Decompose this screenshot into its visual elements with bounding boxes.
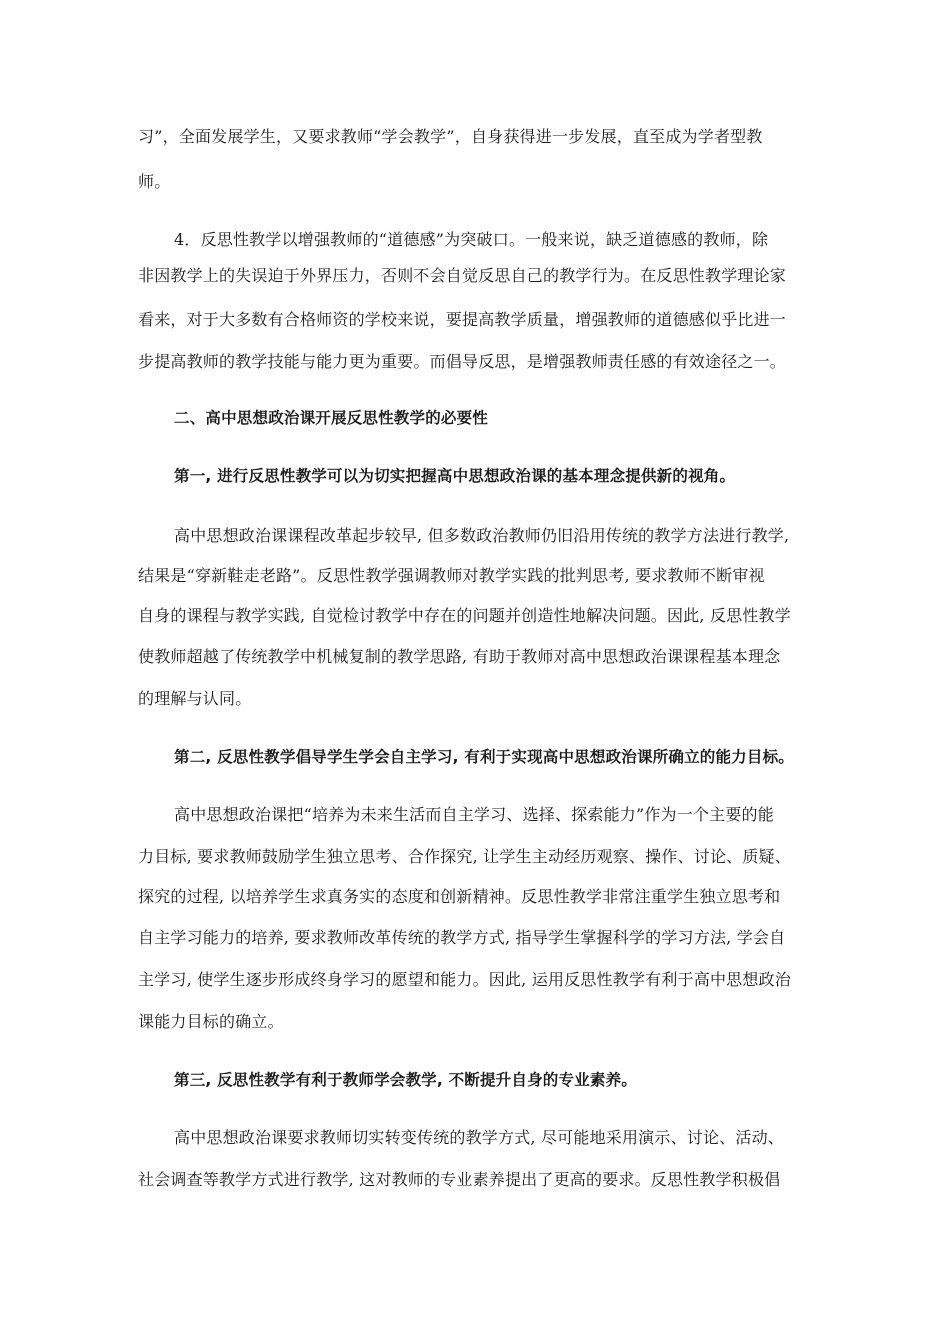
text-line: 课能力目标的确立。 (138, 1012, 284, 1031)
subheading-first: 第一, 进行反思性教学可以为切实把握高中思想政治课的基本理念提供新的视角。 (174, 467, 736, 485)
paragraph-4-line: 4．反思性教学以增强教师的“道德感”为突破口。一般来说，缺乏道德感的教师，除 (174, 230, 769, 249)
text-line: 探究的过程, 以培养学生求真务实的态度和创新精神。反思性教学非常注重学生独立思考和 (138, 887, 781, 906)
text-line: 自主学习能力的培养, 要求教师改革传统的教学方式, 指导学生掌握科学的学习方法, 学会自 (138, 928, 786, 947)
text-line: 高中思想政治课把“培养为未来生活而自主学习、选择、探索能力”作为一个主要的能 (174, 805, 774, 824)
text-line: 习”，全面发展学生，又要求教师“学会教学”，自身获得进一步发展，直至成为学者型教 (138, 127, 763, 146)
text-line: 高中思想政治课课程改革起步较早, 但多数政治教师仍旧沿用传统的教学方法进行教学, (174, 526, 790, 545)
text-line: 的理解与认同。 (138, 689, 252, 708)
subheading-second: 第二, 反思性教学倡导学生学会自主学习, 有利于实现高中思想政治课所确立的能力目标。 (174, 748, 794, 766)
text-line: 结果是“穿新鞋走老路”。反思性教学强调教师对教学实践的批判思考, 要求教师不断审视 (138, 566, 765, 585)
text-line: 使教师超越了传统教学中机械复制的教学思路, 有助于教师对高中思想政治课课程基本理念 (138, 647, 781, 666)
text-line: 步提高教师的教学技能与能力更为重要。而倡导反思，是增强教师责任感的有效途径之一。 (138, 352, 787, 371)
text-line: 高中思想政治课要求教师切实转变传统的教学方式, 尽可能地采用演示、讨论、活动、 (174, 1128, 784, 1147)
text-line: 自身的课程与教学实践, 自觉检讨教学中存在的问题并创造性地解决问题。因此, 反思性教学 (138, 606, 791, 625)
section-heading: 二、高中思想政治课开展反思性教学的必要性 (174, 409, 489, 427)
text-line: 非因教学上的失误迫于外界压力，否则不会自觉反思自己的教学行为。在反思性教学理论家 (138, 266, 787, 285)
text-line: 师。 (138, 172, 171, 191)
text-line: 力目标, 要求教师鼓励学生独立思考、合作探究, 让学生主动经历观察、操作、讨论、质疑、 (138, 847, 791, 866)
text-line: 主学习, 使学生逐步形成终身学习的愿望和能力。因此, 运用反思性教学有利于高中思想政治 (138, 970, 791, 989)
subheading-third: 第三, 反思性教学有利于教师学会教学, 不断提升自身的专业素养。 (174, 1071, 637, 1089)
text-line: 看来，对于大多数有合格师资的学校来说，要提高教学质量，增强教师的道德感似乎比进一 (138, 310, 787, 329)
text-line: 社会调查等教学方式进行教学, 这对教师的专业素养提出了更高的要求。反思性教学积极倡 (138, 1170, 781, 1189)
